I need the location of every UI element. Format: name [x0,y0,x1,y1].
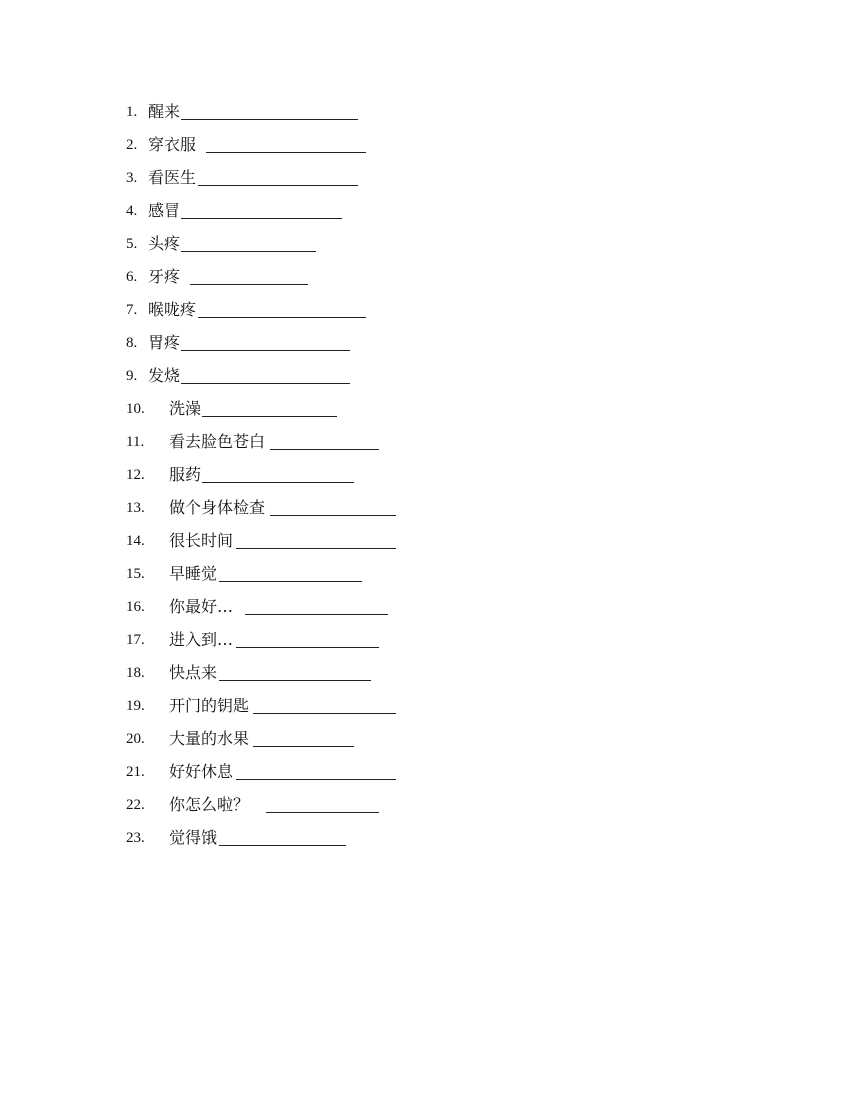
answer-blank[interactable] [202,482,354,483]
answer-blank[interactable] [253,713,396,714]
item-number: 23. [126,830,145,846]
answer-blank[interactable] [270,515,396,516]
item-number: 18. [126,665,145,681]
item-term: 头疼 [148,234,181,253]
item-number: 12. [126,467,145,483]
answer-blank[interactable] [236,548,396,549]
item-number: 13. [126,500,145,516]
item-term: 做个身体检查 [169,498,266,517]
item-number: 7. [126,302,138,318]
item-term: 服药 [169,465,202,484]
item-number: 8. [126,335,138,351]
answer-blank[interactable] [236,779,396,780]
item-number: 2. [126,137,138,153]
answer-blank[interactable] [219,680,371,681]
item-term: 发烧 [148,366,181,385]
item-term: 快点来 [169,663,218,682]
item-number: 15. [126,566,145,582]
answer-blank[interactable] [181,383,350,384]
item-term: 进入到… [169,630,234,649]
answer-blank[interactable] [219,845,346,846]
answer-blank[interactable] [270,449,379,450]
item-term: 你怎么啦？ [169,795,250,814]
item-number: 9. [126,368,138,384]
answer-blank[interactable] [198,185,358,186]
item-number: 10. [126,401,145,417]
answer-blank[interactable] [245,614,388,615]
item-term: 喉咙疼 [148,300,197,319]
item-term: 好好休息 [169,762,234,781]
item-number: 1. [126,104,138,120]
item-number: 5. [126,236,138,252]
answer-blank[interactable] [219,581,362,582]
item-number: 6. [126,269,138,285]
item-term: 很长时间 [169,531,234,550]
answer-blank[interactable] [266,812,379,813]
item-number: 3. [126,170,138,186]
item-term: 洗澡 [169,399,202,418]
item-number: 19. [126,698,145,714]
item-term: 穿衣服 [148,135,197,154]
item-term: 看去脸色苍白 [169,432,266,451]
item-number: 14. [126,533,145,549]
answer-blank[interactable] [236,647,379,648]
answer-blank[interactable] [190,284,308,285]
item-term: 胃疼 [148,333,181,352]
answer-blank[interactable] [202,416,337,417]
item-number: 16. [126,599,145,615]
item-term: 早睡觉 [169,564,218,583]
answer-blank[interactable] [253,746,354,747]
item-number: 20. [126,731,145,747]
item-number: 17. [126,632,145,648]
answer-blank[interactable] [206,152,366,153]
answer-blank[interactable] [181,218,342,219]
item-term: 看医生 [148,168,197,187]
item-term: 你最好… [169,597,234,616]
answer-blank[interactable] [181,251,316,252]
item-term: 醒来 [148,102,181,121]
item-term: 感冒 [148,201,181,220]
item-number: 11. [126,434,145,450]
item-number: 4. [126,203,138,219]
item-term: 觉得饿 [169,828,218,847]
item-term: 开门的钥匙 [169,696,250,715]
item-term: 牙疼 [148,267,181,286]
answer-blank[interactable] [181,119,358,120]
item-number: 22. [126,797,145,813]
item-number: 21. [126,764,145,780]
answer-blank[interactable] [198,317,366,318]
item-term: 大量的水果 [169,729,250,748]
answer-blank[interactable] [181,350,350,351]
